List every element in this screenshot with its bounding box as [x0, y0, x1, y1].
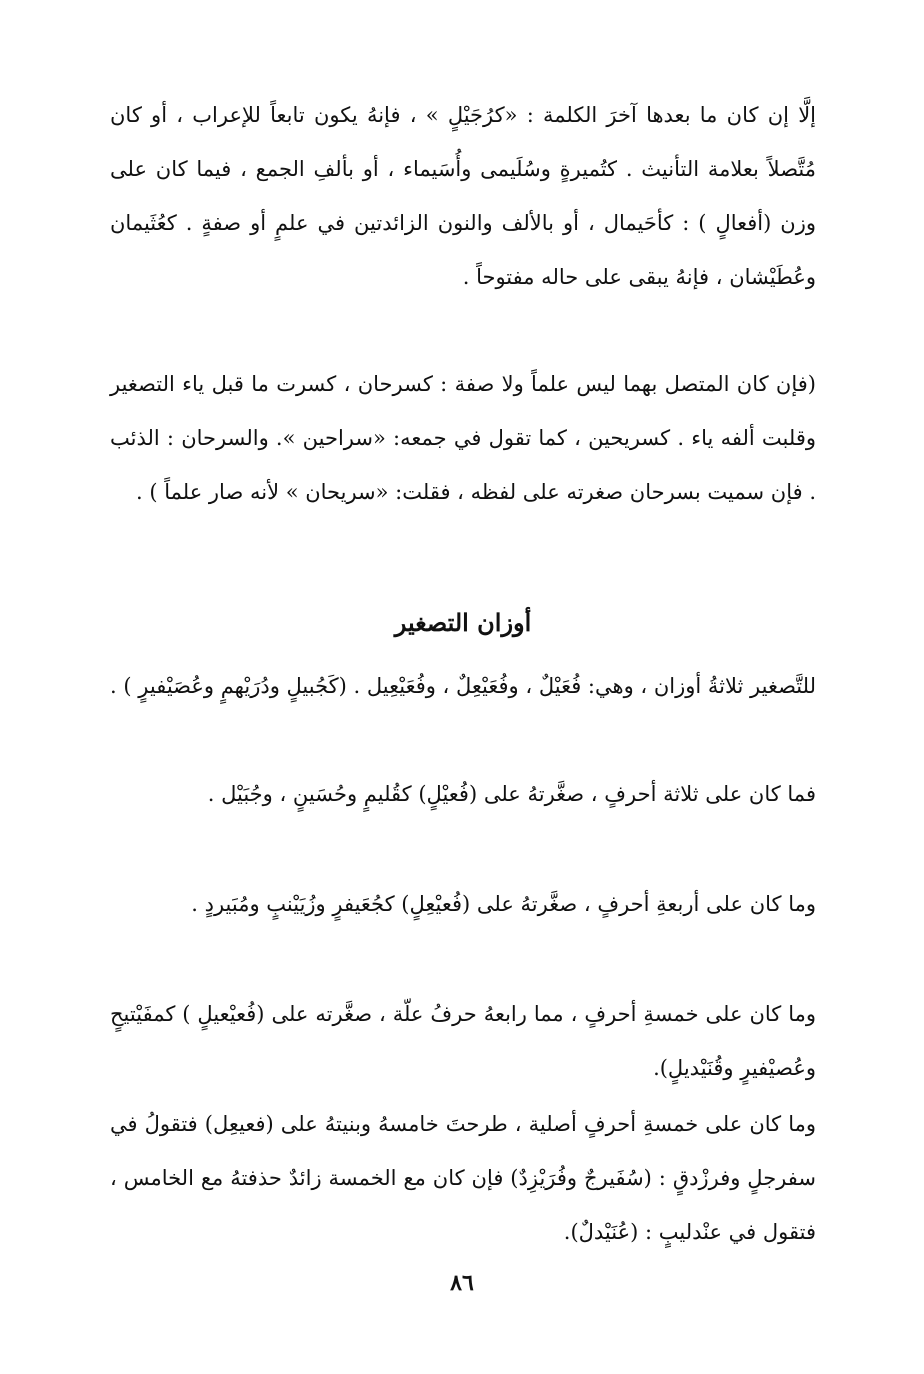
paragraph-6: وما كان على خمسةِ أحرفٍ ، مما رابعهُ حرفُ علّة ، صغَّرته على (فُعيْعيلٍ ) كمفَيْتيحٍ وعُصيْفيرٍ وقُنَيْديلٍ).: [110, 1002, 816, 1080]
paragraph-2: (فإن كان المتصل بهما ليس علماً ولا صفة : كسرحان ، كسرت ما قبل ياء التصغير وقلبت ألفه ياء . كسريحين ، كما تقول في جمعه: «سراحين ». والسرحان : الذئب . فإن سميت بسرحان صغرته على لفظه ، فقلت: «سريحان » لأنه صار علماً ) .: [110, 372, 816, 504]
paragraph-1: إلَّا إن كان ما بعدها آخرَ الكلمة : «كرُجَيْلٍ » ، فإنهُ يكون تابعاً للإعراب ، أو كان مُتَّصلاً بعلامة التأنيث . كتُميرةٍ وسُلَيمى وأُسَيماء ، أو بألفِ الجمع ، فيما كان على وزن (أفعالٍ ) : كأحَيمال ، أو بالألف والنون الزائدتين في علمٍ أو صفةٍ . كعُثَيمان وعُطَيْشان ، فإنهُ يبقى على حاله مفتوحاً .: [110, 103, 816, 289]
page-number: ٨٦: [450, 1270, 474, 1296]
section-heading: أوزان التصغير: [394, 608, 532, 637]
paragraph-3: للتَّصغير ثلاثةُ أوزان ، وهي: فُعَيْلٌ ، وفُعَيْعِلٌ ، وفُعَيْعِيل . (كَجُبيلٍ ودُرَيْهمٍ وعُصَيْفيرٍ ) .: [110, 674, 816, 698]
paragraph-5: وما كان على أربعةِ أحرفٍ ، صغَّرتهُ على (فُعيْعِلٍ) كجُعَيفرٍ وزُيَيْنبٍ ومُبَيردٍ .: [191, 892, 816, 916]
paragraph-7: وما كان على خمسةِ أحرفٍ أصلية ، طرحتَ خامسهُ وبنيتهُ على (فعيعِل) فتقولُ في سفرجلٍ وفرزْدقٍ : (سُفَيرجٌ وفُرَيْزِدٌ) فإن كان مع الخمسة زائدٌ حذفتهُ مع الخامس ، فتقول في عنْدليبٍ : (عُنَيْدلٌ).: [110, 1112, 816, 1244]
paragraph-4: فما كان على ثلاثة أحرفٍ ، صغَّرتهُ على (فُعيْلٍ) كقُليمٍ وحُسَينٍ ، وجُبَيْل .: [207, 782, 816, 806]
